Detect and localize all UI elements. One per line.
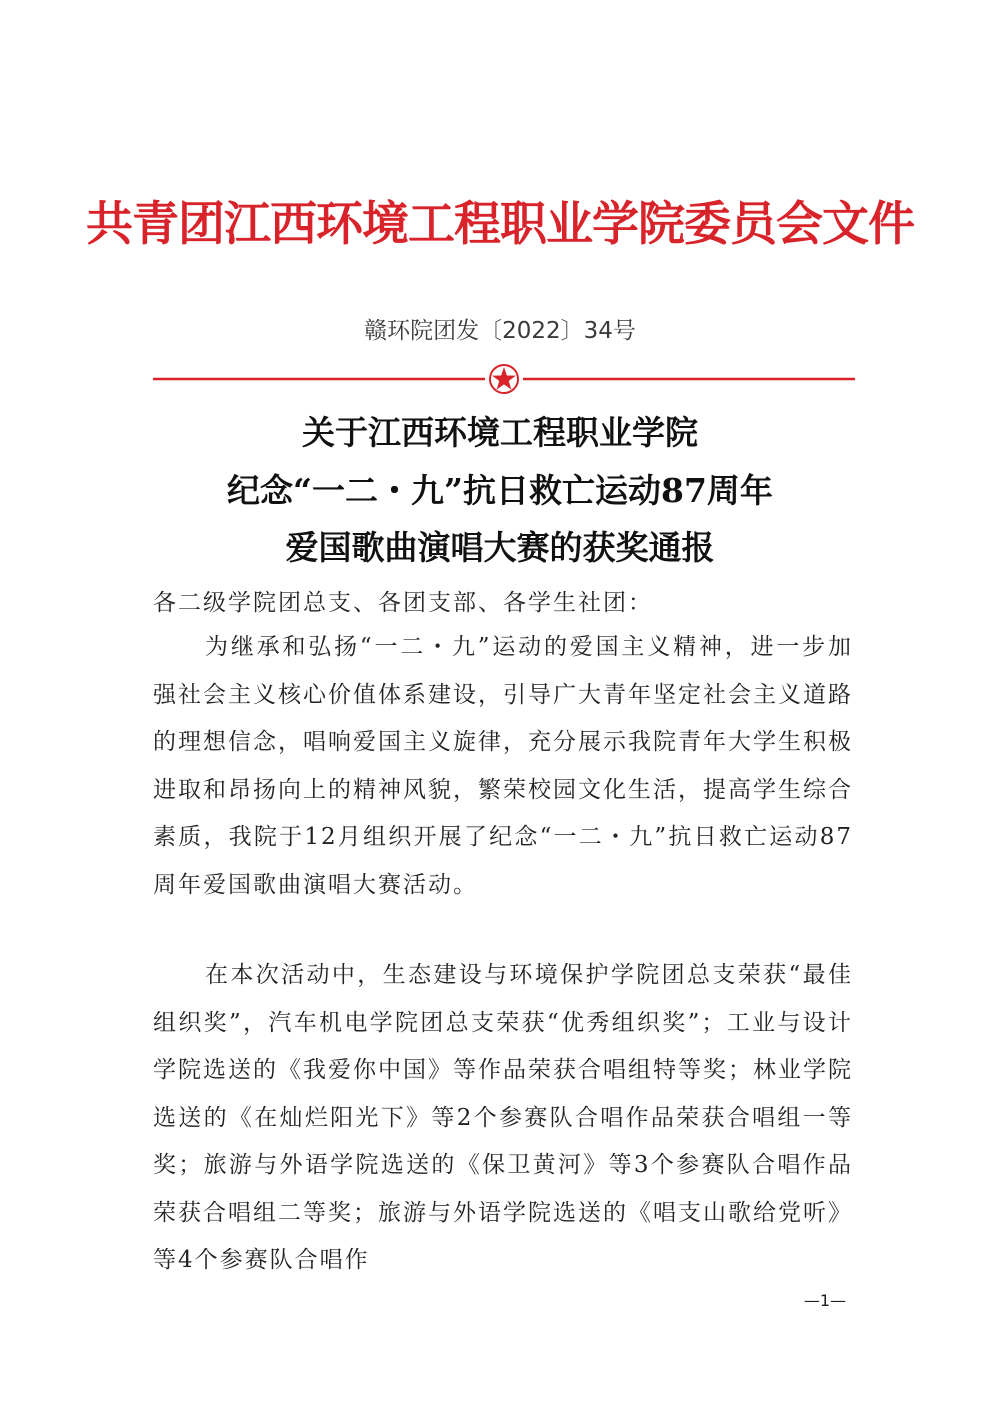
notice-title-line-2: 纪念“一二・九”抗日救亡运动87周年 [227, 471, 773, 510]
document-header-title: 共青团江西环境工程职业学院委员会文件 [86, 197, 914, 252]
salutation: 各二级学院团总支、各团支部、各学生社团： [153, 590, 653, 616]
document-number: 赣环院团发〔2022〕34号 [364, 318, 636, 344]
body-paragraph-2: 在本次活动中，生态建设与环境保护学院团总支荣获“最佳组织奖”，汽车机电学院团总支荣获“优秀组织奖”；工业与设计学院选送的《我爱你中国》等作品荣获合唱组特等奖；林业学院选送的《在灿烂阳光下》等2个参赛队合唱作品荣获合唱组一等奖；旅游与外语学院选送的《保卫黄河》等3个参赛队合唱作品荣获合唱组二等奖；旅游与外语学院选送的《唱支山歌给党听》等4个参赛队合唱作 [153, 962, 853, 1273]
header-divider [153, 362, 855, 398]
page-number: —1— [803, 1291, 847, 1310]
notice-title-line-1: 关于江西环境工程职业学院 [302, 413, 698, 452]
body-paragraph-1: 为继承和弘扬“一二・九”运动的爱国主义精神，进一步加强社会主义核心价值体系建设，引导广大青年坚定社会主义道路的理想信念，唱响爱国主义旋律，充分展示我院青年大学生积极进取和昂扬向上的精神风貌，繁荣校园文化生活，提高学生综合素质，我院于12月组织开展了纪念“一二・九”抗日救亡运动87周年爱国歌曲演唱大赛活动。 [153, 634, 853, 898]
notice-title-line-3: 爱国歌曲演唱大赛的获奖通报 [285, 528, 715, 567]
red-star-icon [490, 365, 518, 393]
